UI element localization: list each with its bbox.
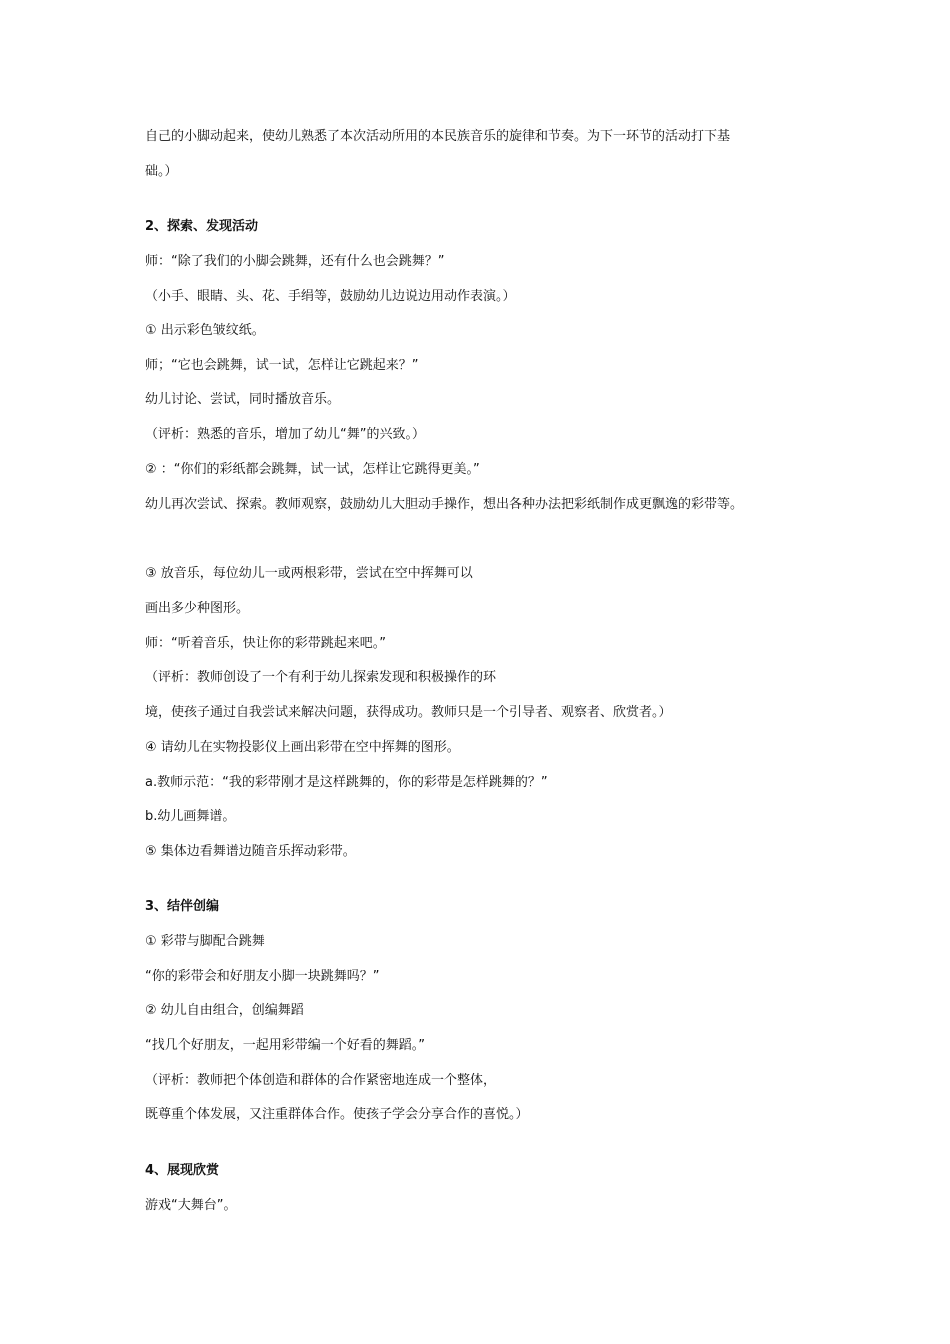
paragraph-line: “找几个好朋友，一起用彩带编一个好看的舞蹈。” xyxy=(145,1038,425,1053)
intro-line-2: 础。） xyxy=(145,164,178,179)
section-2-heading: 2、探索、发现活动 xyxy=(145,219,259,234)
paragraph-line: 幼儿再次尝试、探索。教师观察，鼓励幼儿大胆动手操作，想出各种办法把彩纸制作成更飘逸的彩带等。 xyxy=(145,497,744,512)
paragraph-line: 境，使孩子通过自我尝试来解决问题，获得成功。教师只是一个引导者、观察者、欣赏者。） xyxy=(145,705,672,720)
paragraph-line: 师；“它也会跳舞，试一试，怎样让它跳起来？” xyxy=(145,358,419,373)
paragraph-line: 画出多少种图形。 xyxy=(145,601,250,616)
paragraph-line: ② 幼儿自由组合，创编舞蹈 xyxy=(145,1003,304,1018)
paragraph-line: b.幼儿画舞谱。 xyxy=(145,809,236,824)
paragraph-line: （评析：教师把个体创造和群体的合作紧密地连成一个整体， xyxy=(145,1073,497,1088)
paragraph-line: ① 出示彩色皱纹纸。 xyxy=(145,323,265,338)
paragraph-line: ④ 请幼儿在实物投影仪上画出彩带在空中挥舞的图形。 xyxy=(145,740,460,755)
paragraph-line: ⑤ 集体边看舞谱边随音乐挥动彩带。 xyxy=(145,844,356,859)
paragraph-line: （评析：熟悉的音乐，增加了幼儿“舞”的兴致。） xyxy=(145,427,425,442)
paragraph-line: （小手、眼睛、头、花、手绢等，鼓励幼儿边说边用动作表演。） xyxy=(145,289,516,304)
paragraph-line: ③ 放音乐，每位幼儿一或两根彩带，尝试在空中挥舞可以 xyxy=(145,566,473,581)
paragraph-line: 幼儿讨论、尝试，同时播放音乐。 xyxy=(145,392,341,407)
paragraph-line: 既尊重个体发展，又注重群体合作。使孩子学会分享合作的喜悦。） xyxy=(145,1107,529,1122)
intro-line-1: 自己的小脚动起来，使幼儿熟悉了本次活动所用的本民族音乐的旋律和节奏。为下一环节的活动打下基 xyxy=(145,129,731,144)
paragraph-line: “你的彩带会和好朋友小脚一块跳舞吗？” xyxy=(145,969,380,984)
paragraph-line: ② ：“你们的彩纸都会跳舞，试一试，怎样让它跳得更美。” xyxy=(145,462,480,477)
paragraph-line: 游戏“大舞台”。 xyxy=(145,1198,237,1213)
paragraph-line: 师：“听着音乐，快让你的彩带跳起来吧。” xyxy=(145,636,386,651)
paragraph-line: 师：“除了我们的小脚会跳舞，还有什么也会跳舞？” xyxy=(145,254,445,269)
section-4-heading: 4、展现欣赏 xyxy=(145,1163,220,1178)
paragraph-line: a.教师示范：“我的彩带刚才是这样跳舞的，你的彩带是怎样跳舞的？” xyxy=(145,775,548,790)
paragraph-line: （评析：教师创设了一个有利于幼儿探索发现和积极操作的环 xyxy=(145,670,497,685)
paragraph-line: ① 彩带与脚配合跳舞 xyxy=(145,934,265,949)
section-3-heading: 3、结伴创编 xyxy=(145,899,220,914)
